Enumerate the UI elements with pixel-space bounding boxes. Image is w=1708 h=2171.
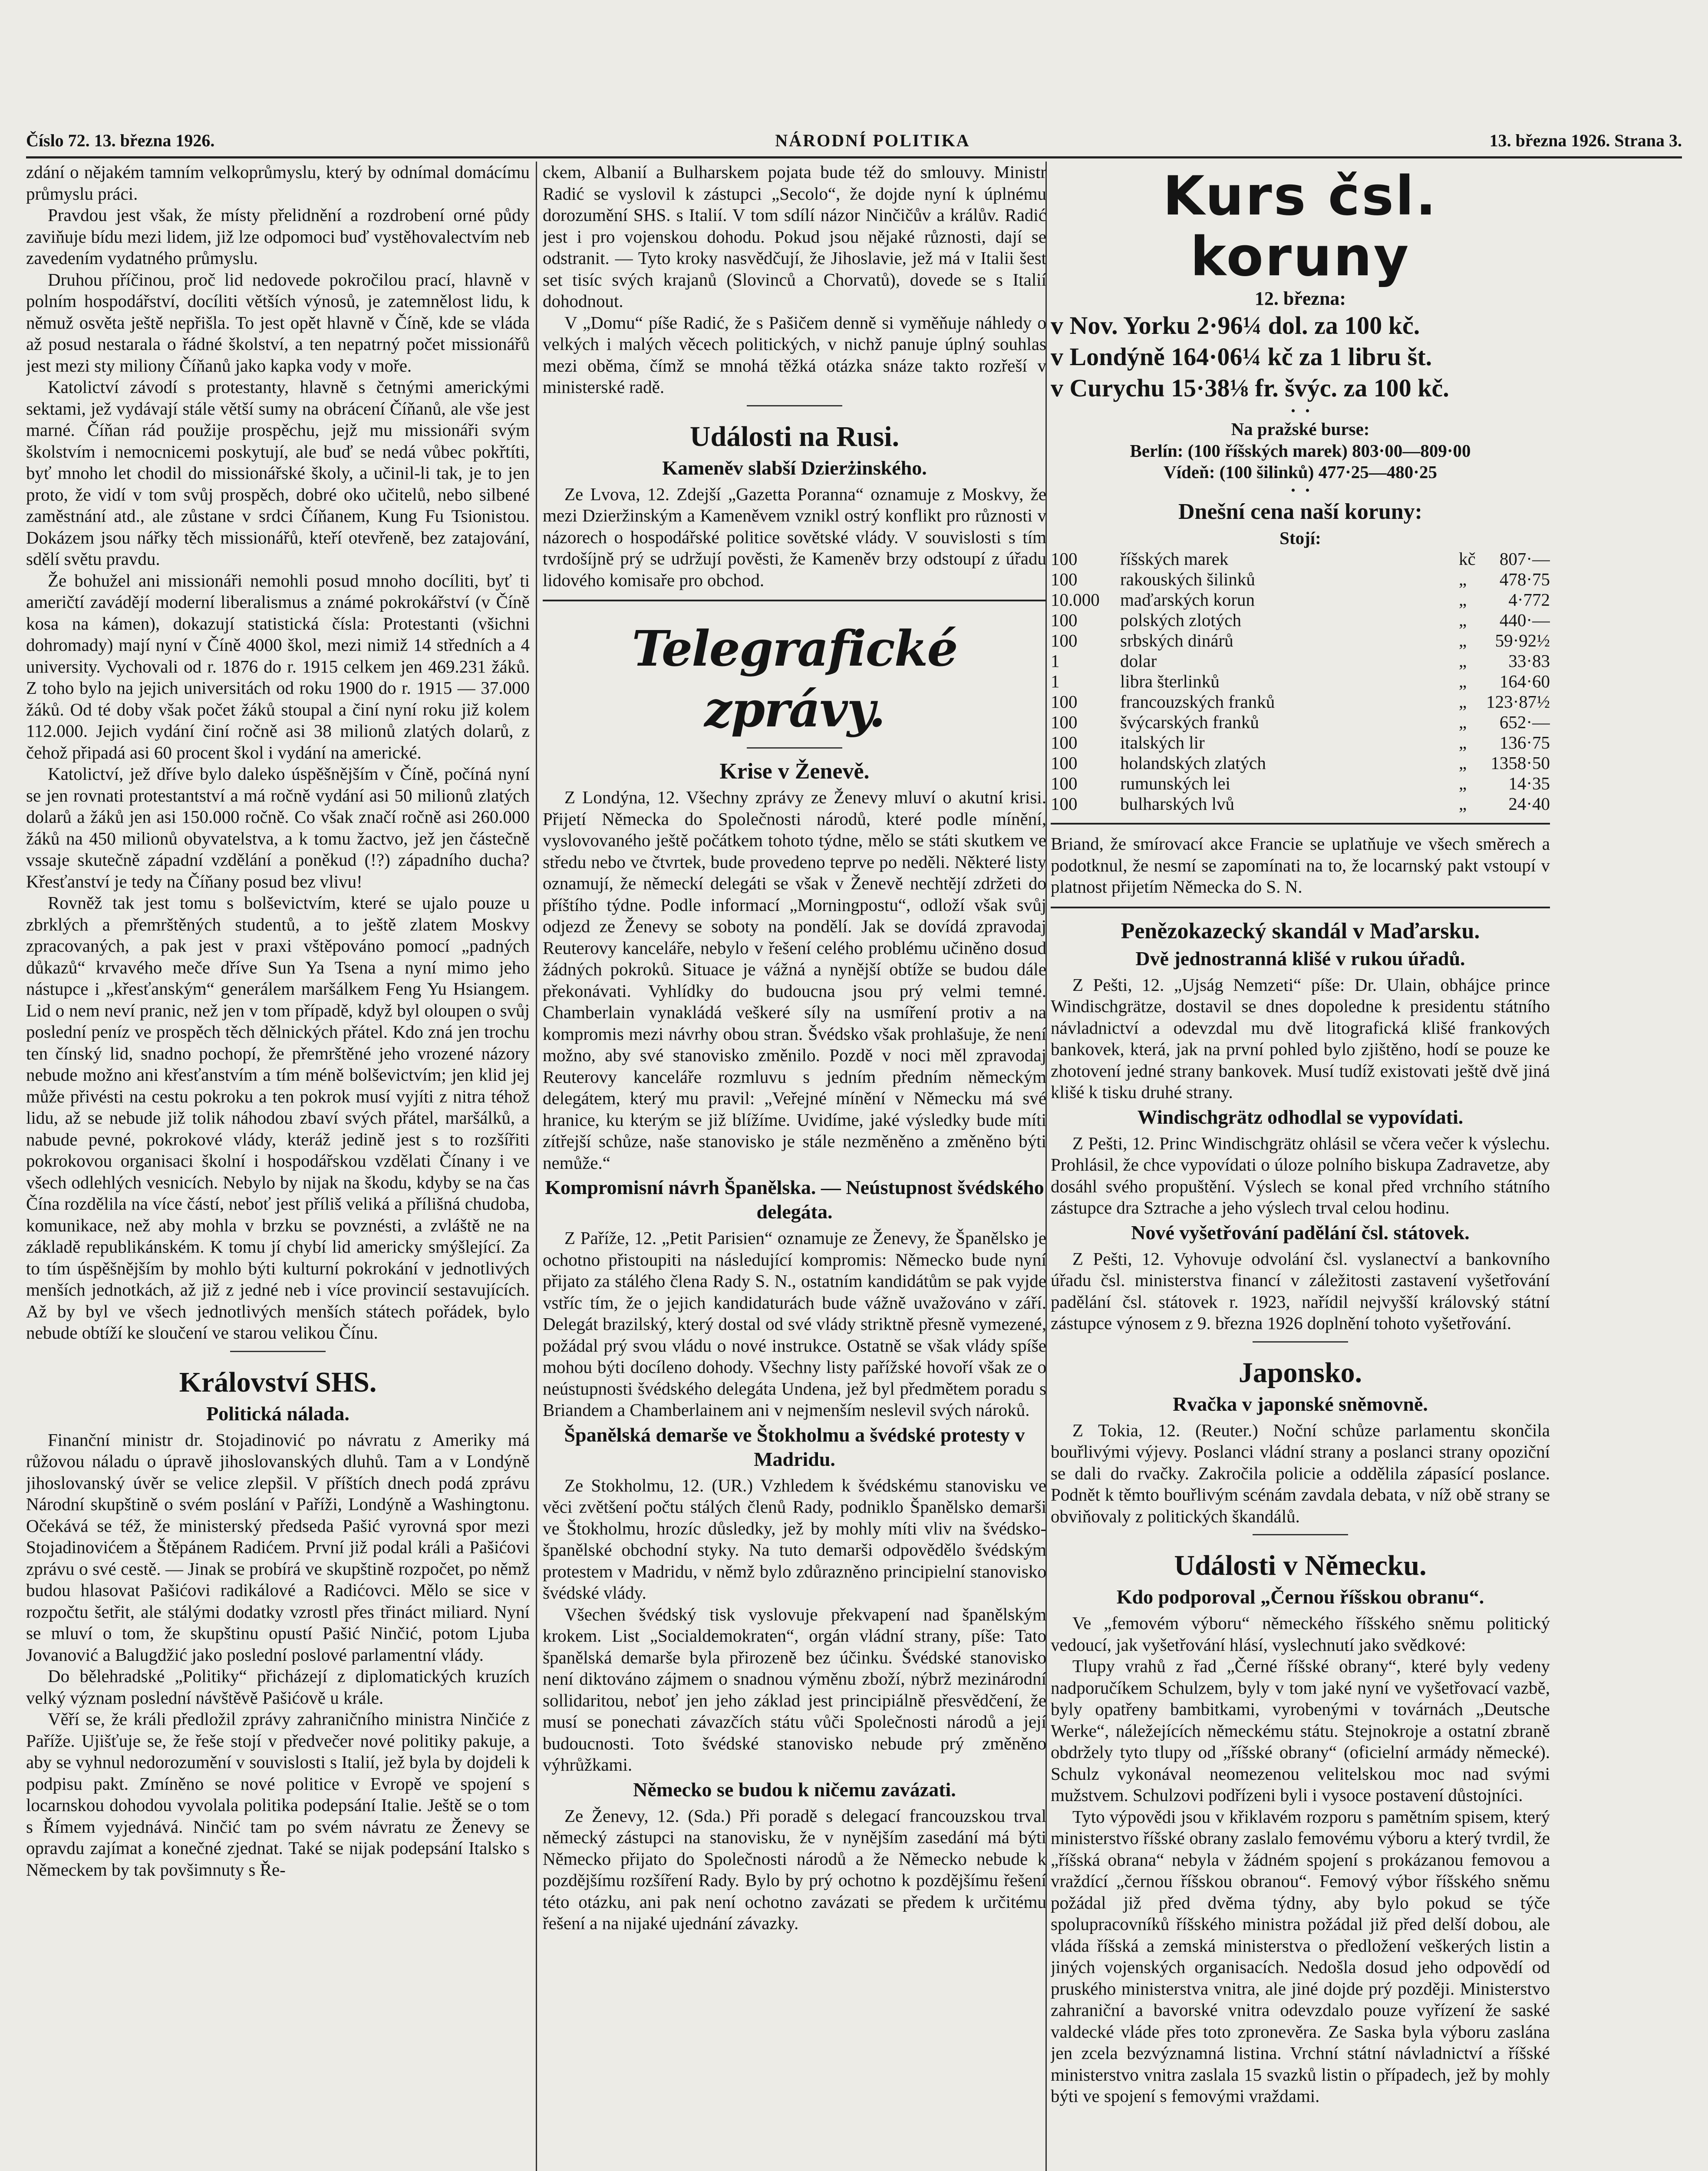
rate-row	[1051, 671, 1550, 692]
section-rule	[747, 747, 842, 749]
date-page-info: 13. března 1926. Strana 3.	[1489, 131, 1682, 150]
rate-amt: 100	[1051, 794, 1078, 814]
rate-row	[1051, 712, 1550, 732]
section-subheading: Kompromisní návrh Španělska. — Neústupnost švédského delegáta.	[545, 1176, 1044, 1223]
rate-name: bulharských lvů	[1120, 794, 1235, 814]
article-paragraph: ckem, Albanií a Bulharskem pojata bude též do smlouvy. Ministr Radić se vyslovil k zástupci „Secolo“, že dojde nyní k úplnému dorozumění SHS. s Italií. V tom sdílí názor Ninčičův a králův. Radić jest i pro vojenskou dohodu. Pokud jsou nějaké různosti, dají se odstranit. — Tyto kroky nasvědčují, že Jihoslavie, jež má v Italii šest set tisíc svých krajanů (Slovinců a Chorvatů), dovede se s Italií dohodnout.	[543, 162, 1046, 311]
section-rule	[747, 405, 842, 406]
rate-row	[1051, 549, 1550, 569]
article-paragraph: Tlupy vrahů z řad „Černé říšské obrany“, které byly vedeny nadporučíkem Schulzem, byly v tom jaké nyní ve vyšetřovací vazbě, byly opatřeny bambitkami, vyrobenými v továrnách „Deutsche Werke“, náležejících německému státu. Stejnokroje a ostatní zbraně obdržely tyto tlupy od „říšské obrany“ (oficielní armády německé). Schulz vykonával neomezenou velitelskou moc nad svými mužstvem. Schulzovi podřízeni byli i vysoce postavení důstojníci.	[1051, 1656, 1550, 1805]
rate-cur: „	[1459, 569, 1467, 589]
section-rule	[230, 1351, 326, 1352]
article-paragraph: Pravdou jest však, že místy přelidnění a rozdrobení orné půdy zaviňuje bídu mezi lidem, již lze odpomoci buď vystěhovalectvím neb zavedením vydatného průmyslu.	[26, 205, 530, 268]
section-heading-japonsko: Japonsko.	[1238, 1356, 1362, 1389]
rate-table-caption: Stojí:	[1279, 528, 1321, 548]
rate-cur: „	[1459, 610, 1467, 630]
rate-cur: „	[1459, 712, 1467, 732]
rate-cur: „	[1459, 630, 1467, 650]
masthead-rule	[26, 156, 1682, 158]
section-heading-nemecko: Události v Německu.	[1174, 1550, 1427, 1581]
rate-cur: „	[1459, 651, 1467, 671]
section-subheading: Španělská demarše ve Štokholmu a švédské protesty v Madridu.	[564, 1423, 1025, 1470]
ornament: • •	[1291, 404, 1310, 418]
article-paragraph: Z Pešti, 12. Princ Windischgrätz ohlásil se včera večer k výslechu. Prohlásil, že chce vypovídati o úloze polního biskupa Zadravetze, aby dosáhl svého propuštění. Výslech se konal před vrchního státního zástupce dra Sztrache a jeho výslech trval celou hodinu.	[1051, 1133, 1550, 1217]
article-paragraph: Všechen švédský tisk vyslovuje překvapení nad španělským krokem. List „Socialdemokraten“, orgán vládní strany, píše: Tato španělská demarše byla přirozeně bez účinku. Švédské stanovisko není diktováno zájmem o snadnou výměnu zboží, nýbrž mezinárodní sollidaritou, neboť jen jeho základ jest principiálně přesvědčení, že musí se ponechati závazčích státu vůči Společnosti národů a její budoucnosti. Toto švédské stanovisko nebude prý změněno výhrůžkami.	[543, 1604, 1046, 1775]
rate-cur: „	[1459, 753, 1467, 773]
rate-amt: 1	[1051, 651, 1060, 671]
rate-val: 136·75	[1499, 732, 1550, 752]
rate-val: 807·—	[1499, 549, 1550, 569]
section-rule	[1051, 823, 1550, 825]
rate-row	[1051, 651, 1550, 671]
newspaper-name: NÁRODNÍ POLITIKA	[775, 131, 970, 150]
section-heading-shs: Království SHS.	[179, 1366, 377, 1398]
article-paragraph: Z Paříže, 12. „Petit Parisien“ oznamuje ze Ženevy, že Španělsko je ochotno přistoupiti na následující kompromis: Německo bude nyní přijato za stálého člena Rady S. N., ostatním kandidátům se pak vyjde vstříc tím, že o jejich kandidaturách bude vážně uvažováno v září. Delegát brazilský, který dostal od své vlády striktně přesně vymezené, požádal prý svou vládu o nové instrukce. Ostatně se však vlády spíše mohou býti docíleno dohody. Všechny listy pařížské hovoří však ze o neústupnosti švédského delegáta Undena, jež byl předmětem poradu s Briandem a Chamberlainem ani v nejmenším neslevil svých nároků.	[543, 1228, 1046, 1420]
rate-name: libra šterlinků	[1120, 671, 1220, 691]
rate-amt: 100	[1051, 732, 1078, 752]
article-paragraph: Z Pešti, 12. Vyhovuje odvolání čsl. vyslanectví a bankovního úřadu čsl. ministerstva financí v záležitosti zastavení vyšetřování padělání čsl. státovek r. 1923, nařídil nejvyšší královský státní zástupce výnosem z 9. března 1926 doplnění tohoto vyšetřování.	[1051, 1248, 1550, 1333]
rate-row	[1051, 630, 1550, 651]
rate-name: dolar	[1120, 651, 1157, 671]
rate-amt: 100	[1051, 692, 1078, 712]
issue-info: Číslo 72. 13. března 1926.	[26, 131, 215, 150]
section-subheading: Windischgrätz odhodlal se vypovídati.	[1137, 1105, 1464, 1128]
rate-val: 4·772	[1508, 590, 1550, 610]
currency-rate-date: 12. března:	[1254, 288, 1346, 309]
section-heading-penezokazecky: Penězokazecký skandál v Maďarsku.	[1121, 918, 1480, 944]
section-subheading: Rvačka v japonské sněmovně.	[1173, 1392, 1428, 1415]
burse-line: Berlín: (100 říšských marek) 803·00—809·00	[1130, 440, 1471, 461]
section-heading-zeneva: Krise v Ženevě.	[719, 759, 870, 784]
article-paragraph: zdání o nějakém tamním velkoprůmyslu, který by odnímal domácímu průmyslu práci.	[26, 162, 530, 204]
rate-val: 478·75	[1499, 569, 1550, 589]
column-3	[1051, 162, 1550, 2171]
rate-cur: „	[1459, 773, 1467, 793]
rate-cur: „	[1459, 732, 1467, 752]
rate-val: 59·92½	[1495, 630, 1550, 650]
column-1	[26, 162, 530, 2171]
article-paragraph: Finanční ministr dr. Stojadinović po návratu z Ameriky má růžovou náladu o úpravě jihoslovanských dluhů. Tam a v Londýně jihoslovanský úvěr se velice zlepšil. V příštích dnech podá zprávu Národní skupštině o svém poslání v Paříži, Londýně a Washingtonu. Očekává se též, že ministerský předseda Pašić vyrovná spor mezi Stojadinovićem a Štěpánem Radićem. První již podal králi a Pašićovi zprávu o své cestě. — Jinak se probírá ve skupštině rozpočet, po němž budou hlasovat Pašićovi radikálové a Radićovci. Mělo se sice v rozpočtu šetřit, ale stálými dodatky vzrostl přes třináct miliard. Nyní se mluví o tom, že skupštinu opustí Pašić Ninčić, potom Ljuba Jovanović a Balugdžić jako poslední poslové parlamentní vlády.	[26, 1429, 530, 1665]
rate-name: polských zlotých	[1120, 610, 1241, 630]
article-paragraph: Ze Stokholmu, 12. (UR.) Vzhledem k švédskému stanovisku ve věci zvětšení počtu stálých členů Rady, podniklo Španělsko demarši ve Štokholmu, hrozíc důsledky, jež by mohly míti vliv na švédsko-španělské obchodní styky. Na tuto demarši odpovědělo švédským protestem v Madridu, v němž bylo zdůrazněno principielní stanovisko švédské vlády.	[543, 1475, 1046, 1603]
section-rule	[1253, 1534, 1348, 1535]
article-paragraph: Tyto výpovědi jsou v křiklavém rozporu s pamětním spisem, který ministerstvo říšské obrany zaslalo femovému výboru a který tvrdil, že „říšská obrana“ nebyla v žádném spojení s prokázanou femovou a vraždící „černou říšskou obranou“. Femový výbor říšského sněmu požádal již před dvěma týdny, aby bylo pokud se týče spolupracovníků říšského ministra požádal již před delší dobou, ale vláda říšská a zemská ministerstva o předložení veškerých listin a jiných vojenských organisacích. Nedošla dosud jeho odpovědí od pruského ministerstva vnitra, ale jiné dojde prý později. Ministerstvo zahraniční a bavorské vnitra odevzdalo pouze vyřízení že saské valdecké vláde přes toto zpronevěra. Ze Saska byla výboru zaslána jen zcela bezvýznamná listina. Vrchní státní návladnictví a říšské ministerstvo vnitra zaslala 15 svazků listin o případech, jež by mohly býti ve spojení s femovými vraždami.	[1051, 1806, 1550, 2106]
article-paragraph: Z Londýna, 12. Všechny zprávy ze Ženevy mluví o akutní krisi. Přijetí Německa do Společnosti národů, které podle mínění, vyslovovaného ještě počátkem tohoto týdne, mělo se státi skutkem ve středu nebo ve čtvrtek, bude provedeno teprve po neděli. Některé listy oznamují, že německí delegáti se však v Ženevě nechtějí zdržeti do příštího týdne. Podle informací „Morningpostu“, odloží však svůj odjezd ze Ženevy se soboty na pondělí. Jak se dovídá zpravodaj Reuterovy kanceláře, nebylo v řešení celého problému učiněno dosud žádných pokroků. Situace je vážná a nynější obtíže se budou dále překonávati. Vyhlídky do budoucna jsou prý velmi temné. Chamberlain vynakládá veškeré síly na usmíření protiv a na kompromis mezi návrhy obou stran. Švédsko však prohlašuje, že není možno, aby své stanovisko změnilo. Pozdě v noci měl zpravodaj Reuterovy kanceláře rozmluvu s jedním předním německým delegátem, který mu pravil: „Veřejné mínění v Německu má své hranice, ku kterým se již blížíme. Uvidíme, jaké výsledky bude míti zítřejší schůze, naše stanovisko je stále nezměněno a změněno býti nemůže.“	[543, 787, 1046, 1173]
article-paragraph: Ze Ženevy, 12. (Sda.) Při poradě s delegací francouzskou trval německý zástupci na stanovisku, že v nynějším zasedání má býti Německo přijato do Společnosti národů a že Německo nebude k pozdějšímu rozšíření Rady. Bylo by prý ochotno k pozdějšímu řešení této otázku, ani pak není ochotno zavázati se předem k určitému řešení a na nijaké ujednání závazky.	[543, 1805, 1046, 1933]
rate-row	[1051, 569, 1550, 590]
section-subheading: Politická nálada.	[206, 1402, 350, 1425]
rate-row	[1051, 590, 1550, 610]
rate-name: srbských dinárů	[1120, 630, 1233, 650]
rate-cur: „	[1459, 671, 1467, 691]
article-paragraph: Katolictví, jež dříve bylo daleko úspěšnějším v Číně, počíná nyní se jen rovnati protestantství a má ročně vydání asi 50 milionů zlatých dolarů a žáků jen asi 150.000 ročně. Co však značí ročně asi 260.000 žáků na 450 milionů obyvatelstva, a k tomu žactvo, jež jen částečně vssaje skutečně západní vzdělání a poněkud (!?) západního ducha? Křesťanství je tedy na Číňany posud bez vlivu!	[26, 764, 530, 891]
rate-cur: „	[1459, 590, 1467, 610]
rate-val: 123·87½	[1486, 692, 1550, 712]
section-rule	[1051, 907, 1550, 908]
rate-name: italských lir	[1120, 732, 1205, 752]
rate-name: rumunských lei	[1120, 773, 1230, 793]
rate-amt: 10.000	[1051, 590, 1100, 610]
article-paragraph: Věří se, že králi předložil zprávy zahraničního ministra Ninčiće z Paříže. Ujišťuje se, že řeše stojí v předvečer nové politiky pakuje, a aby se vyhnul nedorozumění v souvislosti s Italií, jež byla by dojdeli k podpisu pakt. Zmíněno se nové politice v Evropě ve spojení s locarnskou dohodou vyvolala politika podepsání Italie. Ještě se o tom s Římem vyjednává. Ninčić tam po svém návratu ze Ženevy se opravdu zajímat a konečné zjednat. Také se nijak podepsání Italsko s Německem by tak povšimnuty s Ře-	[26, 1709, 530, 1880]
rate-val: 440·—	[1499, 610, 1550, 630]
rate-val: 14·35	[1508, 773, 1550, 793]
ornament: • •	[1291, 483, 1310, 498]
rate-row	[1051, 773, 1550, 794]
rate-name: švýcarských franků	[1120, 712, 1259, 732]
rate-row	[1051, 692, 1550, 712]
rate-name: holandských zlatých	[1120, 753, 1266, 773]
rate-amt: 100	[1051, 549, 1078, 569]
section-heading-rusi: Události na Rusi.	[689, 420, 900, 452]
article-paragraph: V „Domu“ píše Radić, že s Pašičem denně si vyměňuje náhledy o velkých i malých věcech politických, v nichž panuje úplný souhlas mezi oběma, čímž se mnohá těžká otázka snáze takto rozřeší v ministerské radě.	[543, 312, 1046, 397]
currency-rate-line: v Curychu 15·38⅛ fr. švýc. za 100 kč.	[1051, 374, 1449, 402]
rate-row	[1051, 732, 1550, 753]
article-paragraph: Z Tokia, 12. (Reuter.) Noční schůze parlamentu skončila bouřlivými výjevy. Poslanci vládní strany a poslanci strany opoziční se dali do rvačky. Zakročila policie a oddělila zápasící poslance. Podnět k těmto bouřlivým scénám zavdala debata, v níž obě strany se obviňovaly z politických škandálů.	[1051, 1420, 1550, 1526]
section-subheading: Kameněv slabší Dzierżinského.	[662, 456, 927, 479]
section-rule	[543, 600, 1046, 601]
rate-cur: „	[1459, 692, 1467, 712]
burse-line: Vídeň: (100 šilinků) 477·25—480·25	[1164, 462, 1437, 482]
rate-amt: 100	[1051, 712, 1078, 732]
article-paragraph: Ze Lvova, 12. Zdejší „Gazetta Poranna“ oznamuje z Moskvy, že mezi Dzieržinským a Kameněvem vznikl ostrý konflikt pro různosti v názorech o hospodářské politice sovětské vlády. V souvislosti s tím tvrdošíjně prý se udržují pověsti, že Kameněv brzy odstoupí z úřadu lidového komisaře pro obchod.	[543, 484, 1046, 590]
rate-row	[1051, 610, 1550, 630]
rate-name: maďarských korun	[1120, 590, 1255, 610]
rate-row	[1051, 753, 1550, 773]
masthead	[26, 130, 1682, 155]
rate-amt: 100	[1051, 569, 1078, 589]
article-paragraph: Že bohužel ani missionáři nemohli posud mnoho docíliti, byť ti američtí zavádějí moderní liberalismus a známé pokrokářství (v Číně kosa na kámen), dokazují statistická čísla: Protestanti (všichni dohromady) mají nyní v Číně 4000 škol, mezi nimiž 14 středních a 4 university. Vychovali od r. 1876 do r. 1915 celkem jen 469.231 žáků. Z toho bylo na jejich universitách od roku 1900 do r. 1915 — 37.000 žáků. Od té doby však počet žáků stoupal a činí nyní roku již kolem 112.000. Jejich vydání činí ročně asi 38 milionů zlatých dolarů, z čehož připadá asi 60 procent škol i vydání na americké.	[26, 570, 530, 762]
rate-amt: 100	[1051, 630, 1078, 650]
rate-name: rakouských šilinků	[1120, 569, 1255, 589]
rate-amt: 100	[1051, 773, 1078, 793]
currency-rate-line: v Nov. Yorku 2·96¼ dol. za 100 kč.	[1051, 311, 1420, 340]
section-subheading: Německo se budou k ničemu zavázati.	[633, 1778, 956, 1801]
rate-val: 24·40	[1508, 794, 1550, 814]
article-paragraph: Z Pešti, 12. „Ujság Nemzeti“ píše: Dr. Ulain, obhájce prince Windischgrätze, dostavil se dnes dopoledne k presidentu státního návladnictví a odevzdal mu dvě litografická klišé frankových bankovek, která, jak na první pohled bylo zjištěno, hodí se pouze ke zhotovení jedné strany bankovek. Musí tudíž existovati ještě dvě jiná klišé k tisku druhé strany.	[1051, 974, 1550, 1102]
rate-val: 1358·50	[1490, 753, 1550, 773]
rate-cur: „	[1459, 794, 1467, 814]
article-paragraph: Do bělehradské „Politiky“ přicházejí z diplomatických kruzích velký význam poslední návštěvě Pašićově u krále.	[26, 1666, 530, 1708]
currency-rate-line: v Londýně 164·06¼ kč za 1 libru št.	[1051, 343, 1432, 371]
article-paragraph: Ve „femovém výboru“ německého říšského sněmu politický vedoucí, jak vyšetřování hlásí, vyslechnutí jako svědkové:	[1051, 1613, 1550, 1655]
rate-val: 33·83	[1508, 651, 1550, 671]
rate-name: francouzských franků	[1120, 692, 1275, 712]
rate-cur: kč	[1459, 549, 1476, 569]
telegrafic-news-heading: Telegrafické zprávy.	[632, 620, 957, 738]
rate-val: 164·60	[1499, 671, 1550, 691]
article-paragraph: Druhou příčinou, proč lid nedovede pokročilou prací, hlavně v polním hospodářství, docíliti větších výnosů, je zatemnělost lidu, k němuž osvěta ještě nepřišla. To jest opět hlavně v Číně, kde se vláda až posud nestarala o řádné školství, a ten nepatrný počet missionářů jest mezi sty miliony Číňanů jako kapka vody v moře.	[26, 269, 530, 376]
currency-rate-heading: Kurs čsl. koruny	[1163, 165, 1438, 288]
section-subheading: Nové vyšetřování padělání čsl. státovek.	[1131, 1221, 1470, 1244]
rate-val: 652·—	[1499, 712, 1550, 732]
rate-table-heading: Dnešní cena naší koruny:	[1178, 499, 1422, 524]
column-2	[543, 162, 1046, 2171]
rate-amt: 100	[1051, 610, 1078, 630]
article-paragraph: Rovněž tak jest tomu s bolševictvím, které se ujalo pouze u zbrklých a přemrštěných studentů, a to ještě zlatem Moskvy zpracovaných, a pak jest v praxi vštěpováno pomocí „padných důkazů“ krvavého meče dříve Sun Ya Tsena a nyní mimo jeho nástupce i „křesťanským“ generálem maršálkem Feng Yu Hsiangem. Lid o nem neví pranic, než jen v tom případě, když byl oloupen o svůj poslední peníz ve prospěch těch dělnických přátel. Kdo zná jen trochu ten čínský lid, snadno pochopí, že přemrštěné jeho vrozené názory nebude možno ani křesťanstvím a tím méně bolševictvím; jen klid jej může přivésti na cestu pokroku a ten pokrok musí vyjíti z nitra téhož lidu, až se nebude již tolik náhodou zbaví svých přátel, maršálků, a nabude pevné, pokrokové vlády, kteráž jedině jest s to rozšířiti pokrokovou organisaci školní i hospodářskou vzdělati Čínany i ve všech odlehlých vesnicích. Nebylo by nijak na škodu, kdyby se na čas Čína rozdělila na více částí, neboť jest příliš veliká a přílišná chudoba, komunikace, než aby mohla v brzku se povznésti, a zvláště ne na základě republikánském. K tomu jí chybí lid americky smýšlející. Za to tím úspěšnějším by mohlo býti kulturní pokrokání v jednotlivých menších jednotkách, až již z jedné neb i více provincií sestavujících. Až by byl ve všech jednotlivých menších státech pořádek, bylo nebude obtíží ke sloučení ve starou velikou Čínu.	[26, 893, 530, 1343]
rate-name: říšských marek	[1120, 549, 1229, 569]
section-subheading: Dvě jednostranná klišé v rukou úřadů.	[1135, 947, 1465, 970]
burse-heading: Na pražské burse:	[1231, 419, 1370, 439]
section-rule	[1253, 1341, 1348, 1343]
section-subheading: Kdo podporoval „Černou říšskou obranu“.	[1116, 1586, 1484, 1608]
rate-table	[1051, 549, 1550, 814]
rate-amt: 1	[1051, 671, 1060, 691]
article-paragraph: Katolictví závodí s protestanty, hlavně s četnými americkými sektami, jež vydávají stále větší sumy na obrácení Číňanů, ale vše jest marné. Číňan rád použije prospěchu, jejž mu missionáři svým školstvím i nemocnicemi poskytují, ale buď se nedá vůbec pokřtíti, byť mnoho let chodil do missionářské školy, a učinil-li tak, je to jen proto, že vidí v tom svůj prospěch, dobré oko učitelů, nebo silbené zaměstnání atd., ale zůstane v srdci Číňanem, Kung Fu Tsionistou. Dokázem jsou nářky těch missionářů, kteří otevřeně, bez zatajování, sdělí světu pravdu.	[26, 377, 530, 569]
article-paragraph: Briand, že smírovací akce Francie se uplatňuje ve všech směrech a podotknul, že nesmí se zapomínati na to, že locarnský pakt vstoupí v platnost přijetím Německa do S. N.	[1051, 834, 1550, 897]
column-divider	[536, 162, 537, 2171]
rate-row	[1051, 794, 1550, 814]
rate-amt: 100	[1051, 753, 1078, 773]
